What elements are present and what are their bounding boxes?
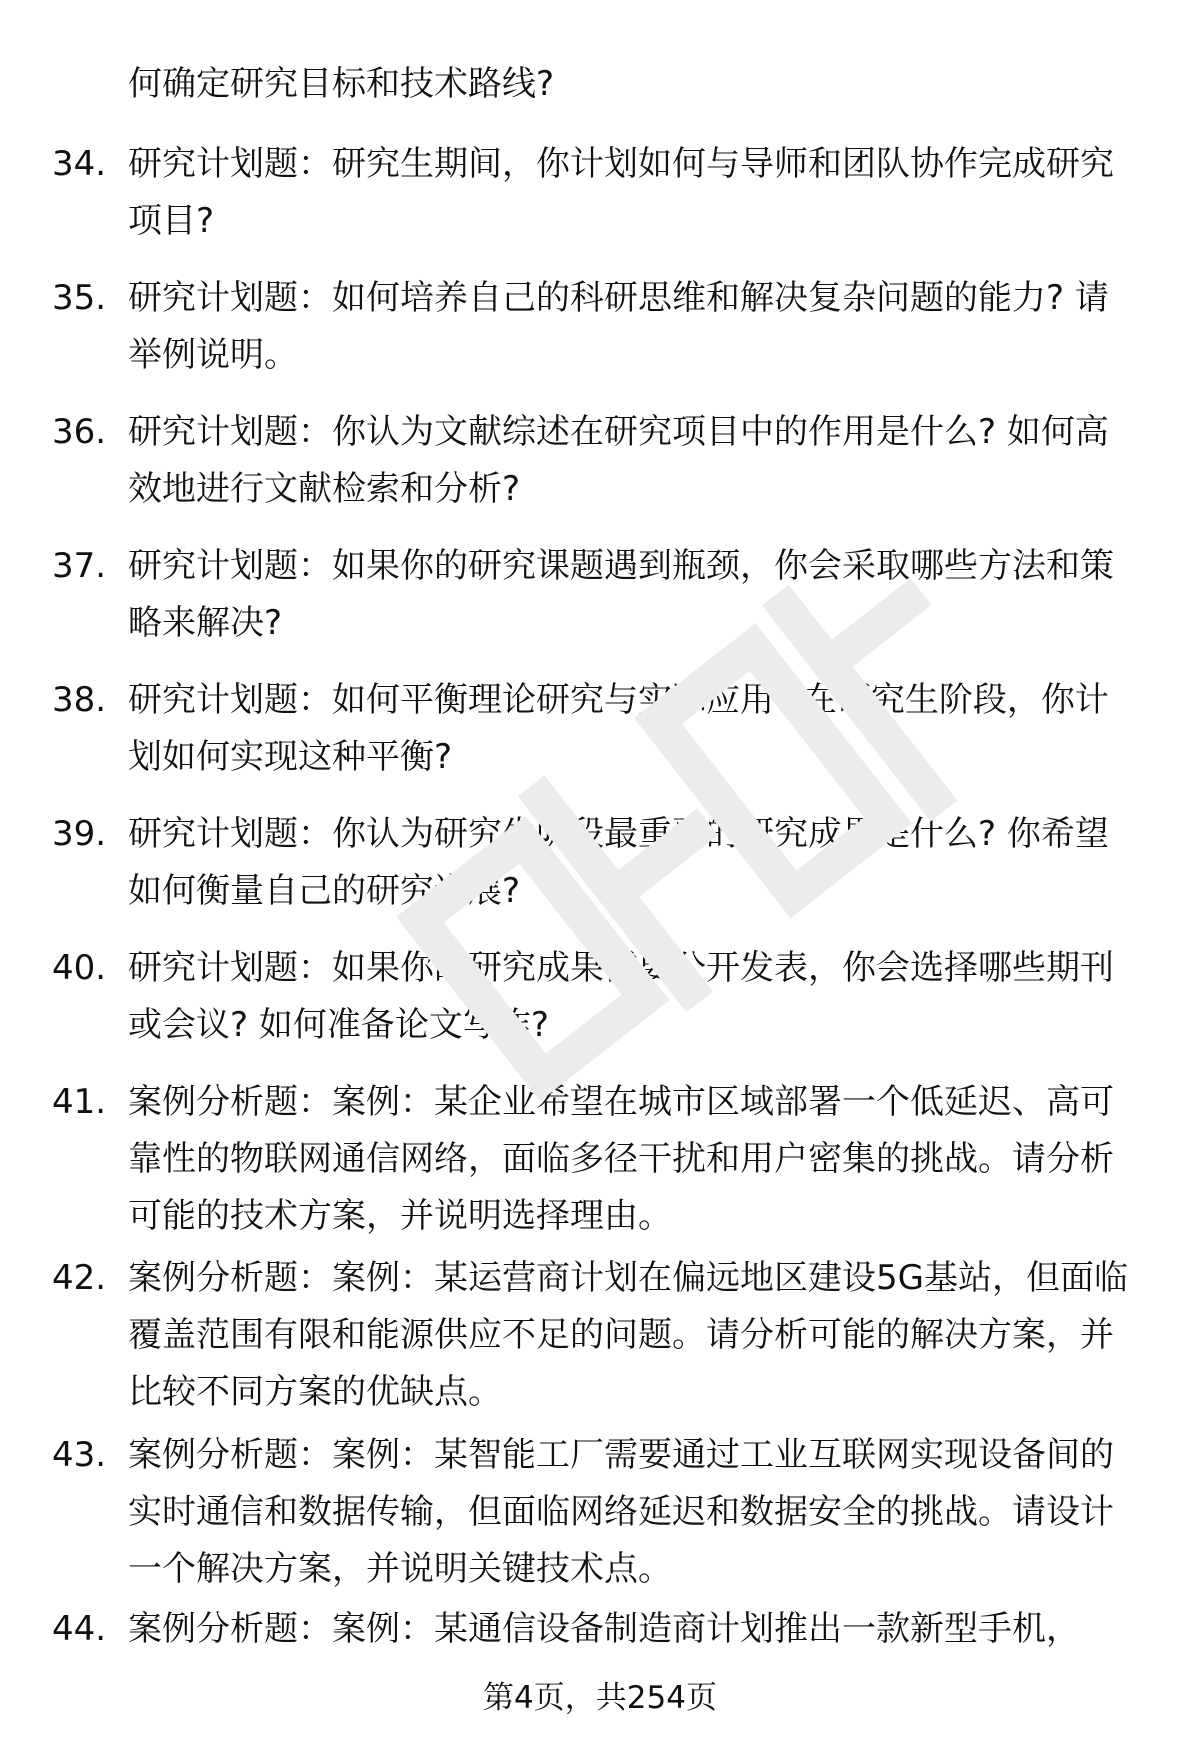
question-text: 研究计划题：如果你的研究成果需要公开发表，你会选择哪些期刊或会议? 如何准备论文写作? [128, 948, 1114, 1045]
question-number: 35. [52, 278, 107, 318]
question-number: 34. [52, 144, 107, 184]
question-number: 41. [52, 1082, 107, 1122]
question-number: 44. [52, 1609, 107, 1649]
question-text: 案例分析题：案例：某通信设备制造商计划推出一款新型手机， [128, 1609, 1080, 1649]
question-text: 研究计划题：如果你的研究课题遇到瓶颈，你会采取哪些方法和策略来解决? [128, 546, 1114, 643]
question-number: 40. [52, 948, 107, 988]
question-number: 43. [52, 1435, 107, 1475]
question-text: 案例分析题：案例：某运营商计划在偏远地区建设5G基站，但面临覆盖范围有限和能源供应不足的问题。请分析可能的解决方案，并比较不同方案的优缺点。 [128, 1258, 1128, 1412]
question-text: 研究计划题：你认为文献综述在研究项目中的作用是什么? 如何高效地进行文献检索和分析? [128, 412, 1109, 509]
question-number: 42. [52, 1258, 107, 1298]
question-text: 研究计划题：如何平衡理论研究与实际应用? 在研究生阶段，你计划如何实现这种平衡? [128, 680, 1109, 777]
question-number: 36. [52, 412, 107, 452]
question-text: 研究计划题：研究生期间，你计划如何与导师和团队协作完成研究项目? [128, 144, 1114, 241]
question-text: 案例分析题：案例：某企业希望在城市区域部署一个低延迟、高可靠性的物联网通信网络，面临多径干扰和用户密集的挑战。请分析可能的技术方案，并说明选择理由。 [128, 1082, 1114, 1236]
question-number: 39. [52, 814, 107, 854]
question-text: 案例分析题：案例：某智能工厂需要通过工业互联网实现设备间的实时通信和数据传输，但面临网络延迟和数据安全的挑战。请设计一个解决方案，并说明关键技术点。 [128, 1435, 1114, 1589]
question-text: 研究计划题：你认为研究生阶段最重要的研究成果是什么? 你希望如何衡量自己的研究进展? [128, 814, 1109, 911]
page-footer: 第4页，共254页 [483, 1680, 717, 1716]
question-number: 38. [52, 680, 107, 720]
continuation-text: 何确定研究目标和技术路线? [128, 64, 555, 104]
question-text: 研究计划题：如何培养自己的科研思维和解决复杂问题的能力? 请举例说明。 [128, 278, 1109, 375]
question-number: 37. [52, 546, 107, 586]
